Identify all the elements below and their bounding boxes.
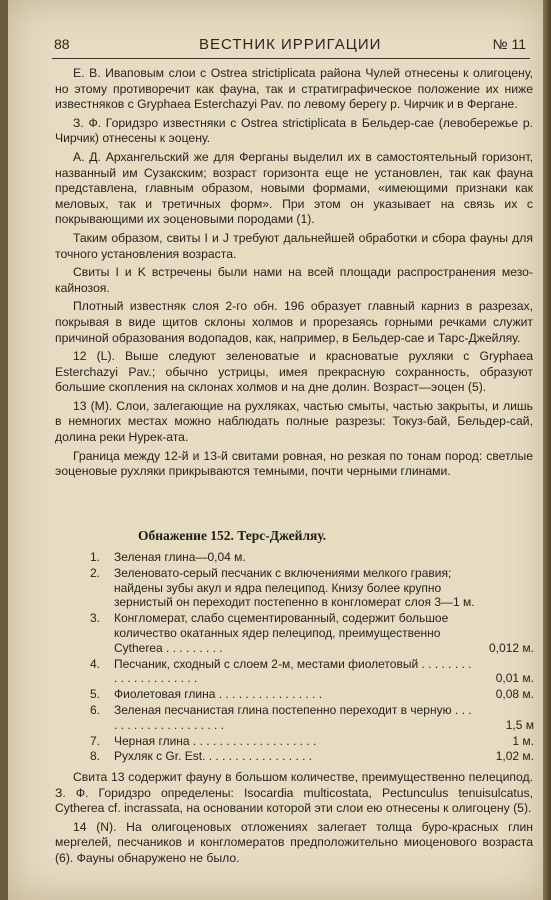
paragraph: Граница между 12-й и 13-й свитами ровная, но резкая по тонам пород: светлые эоценовые рухляки прикрываются темными, почти черными глинами.: [55, 448, 533, 479]
layer-description: Песчаник, сходный с слоем 2-м, местами фиолетовый . . . . . . . . . . . . . . . . . . . . .: [114, 656, 472, 686]
paragraph: 14 (N). На олигоценовых отложениях залегает толща буро-красных глин мергелей, песчаников и конгломератов предположительно миоценового возраста (6). Фауны обнаружено не было.: [55, 819, 533, 865]
list-item: [90, 611, 534, 655]
issue-number: № 11: [492, 36, 526, 52]
paragraph: Е. В. Иваповым слои с Ostrea strictiplicata района Чулей отнесены к олигоцену, но этому противоречит как фауна, так и стратиграфическое положение их ниже известняков с Gryphaea Esterchazyi Pav. по левому берегу р. Чирчик и в Фергане.: [55, 66, 533, 112]
paragraph: Таким образом, свиты I и J требуют дальнейшей обработки и сбора фауны для точного установления возраста.: [55, 230, 533, 261]
layer-description: Рухляк с Gr. Est. . . . . . . . . . . . . . . . .: [114, 749, 313, 764]
layer-description: Зеленая песчанистая глина постепенно переходит в черную . . . . . . . . . . . . . . . . . . . .: [114, 702, 472, 732]
list-item: [90, 550, 534, 565]
layer-number: 6.: [90, 702, 101, 717]
layer-description: Конгломерат, слабо сцементированный, содержит большое количество окатанных ядер пелеципод, преимущественно Cytherea . . . . . . . . .: [114, 611, 449, 655]
layer-number: 5.: [90, 687, 101, 702]
layer-description: Зеленая глина—0,04 м.: [114, 550, 246, 564]
paragraph: Свиты I и K встречены были нами на всей площади распространения мезо-кайнозоя.: [55, 265, 533, 295]
layer-number: 3.: [90, 611, 101, 626]
book-page: [8, 0, 548, 900]
paragraph: А. Д. Архангельский же для Ферганы выделил их в самостоятельный горизонт, названный им Сузакским; возраст горизонта еще не установлен, так как фауна представлена, главным образом, новыми формами, «имеющими признаки как меловых, так и третичных форм». При этом он указывает на связь их с покрывающими их эоценовыми породами (1).: [55, 149, 533, 227]
journal-title: ВЕСТНИК ИРРИГАЦИИ: [199, 36, 382, 53]
body-text-top: [55, 66, 533, 483]
list-item: [90, 657, 534, 687]
layer-number: 8.: [90, 749, 101, 764]
running-header: [54, 36, 526, 56]
paragraph: 13 (M). Слои, залегающие на рухляках, частью смыты, частью закрыты, и лишь в немногих местах можно наблюдать полные разрезы: Токуз-бай, Бельдер-сай, долина реки Нурек-ата.: [55, 398, 533, 445]
layer-thickness: 0,012 м.: [489, 640, 534, 655]
layer-number: 2.: [90, 565, 101, 580]
paragraph: Свита 13 содержит фауну в большом количестве, преимущественно пелеципод. З. Ф. Горидзро определены: Isocardia multicostata, Pectunculus tenuisulcatus, Cytherea cf. incrassata, на основании которой эти слои ею отнесены к олигоцену (5).: [55, 770, 533, 816]
page-number: 88: [54, 36, 70, 52]
layer-list: [90, 550, 534, 765]
layer-thickness: 1 м.: [512, 733, 534, 748]
list-item: [90, 749, 534, 764]
list-item: [90, 687, 534, 702]
layer-description: Черная глина . . . . . . . . . . . . . . . . . . .: [114, 733, 317, 748]
layer-thickness: 0,01 м.: [495, 671, 534, 686]
page-edge: [543, 0, 551, 900]
layer-thickness: 1,02 м.: [495, 749, 534, 764]
layer-description: Фиолетовая глина . . . . . . . . . . . . . . . .: [114, 687, 323, 702]
body-text-bottom: [55, 770, 533, 870]
list-item: [90, 566, 534, 610]
header-rule: [52, 58, 530, 59]
section-title: Обнажение 152. Терс-Джейляу.: [138, 528, 327, 543]
layer-thickness: 0,08 м.: [495, 687, 534, 702]
layer-number: 7.: [90, 733, 101, 748]
paragraph: З. Ф. Горидзро известняки с Ostrea strictiplicata в Бельдер-сае (левобережье р. Чирчик) отнесены к эоцену.: [55, 115, 533, 146]
layer-thickness: 1,5 м: [505, 717, 534, 732]
paragraph: 12 (L). Выше следуют зеленоватые и красноватые рухляки с Gryphaea Esterchazyi Pav.; обычно устрицы, имея прекрасную сохранность, образуют большие скопления на склонах холмов и на дне долин. Возраст—эоцен (5).: [55, 349, 533, 395]
list-item: [90, 734, 534, 749]
layer-description: Зеленовато-серый песчаник с включениями мелкого гравия; найдены зубы акул и ядра пелеципод. Книзу более крупно зернистый он переходит постепенно в конгломерат слоя 3—1 м.: [114, 565, 475, 610]
layer-number: 4.: [90, 656, 101, 671]
layer-number: 1.: [90, 550, 101, 564]
paragraph: Плотный известняк слоя 2-го обн. 196 образует главный карниз в разрезах, покрывая в виде щитов склоны холмов и прорезаясь горными речками служит причиной образования водопадов, как, например, в Бельдер-сае и Тарс-Джейляу.: [55, 299, 533, 345]
list-item: [90, 703, 534, 733]
